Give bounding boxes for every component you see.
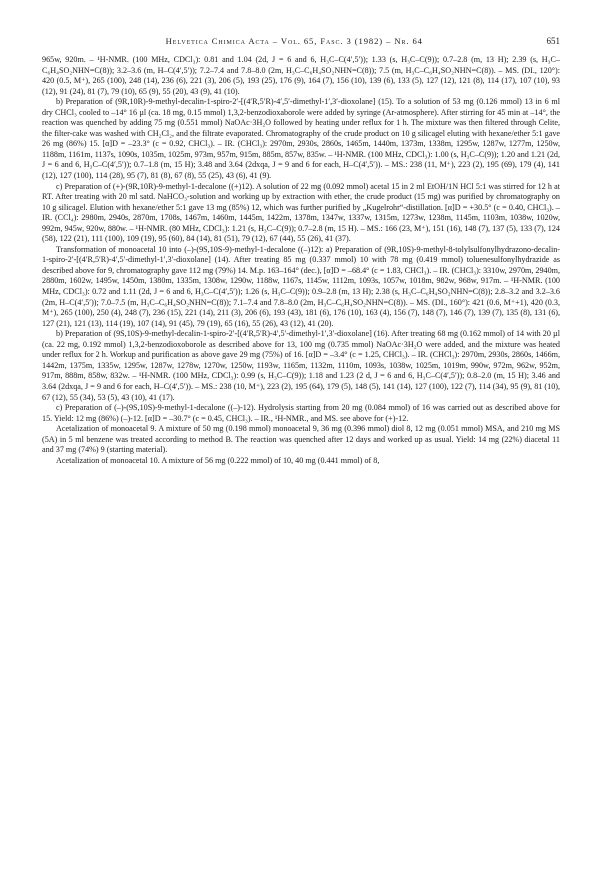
paragraph-prep-minus-12: c) Preparation of (–)-(9S,10S)-9-methyl-1-decalone ((–)-12). Hydrolysis starting from 20 mg (0.084 mmol) of 16 was carried out as described above for 15. Yield: 12 mg (86%) (–)-12. [α]D = –30.7° (c = 0.45, CHCl₃). – IR., ¹H-NMR., and MS. see above for (+)-12. xyxy=(42,403,560,423)
page-number: 651 xyxy=(546,36,560,46)
journal-title: Helvetica Chimica Acta – Vol. 65, Fasc. 3 (1982) – Nr. 64 xyxy=(165,36,423,46)
paragraph-ir-continuation: 965w, 920m. – ¹H-NMR. (100 MHz, CDCl₃): 0.81 and 1.04 (2d, J = 6 and 6, H₃C–C(4′,5′)); 1.33 (s, H₃C–C(9)); 0.7–2.8 (m, 13 H); 2.39 (s, H₃C–C₆H₄SO₂NHN=C(8)); 3.2–3.6 (m, H–C(4′,5′)); 7.2–7.4 and 7.8–8.0 (2m, H₃C–C₆H₄SO₂NHN=C(8)); 7.5 (m, H₃C–C₆H₄SO₂NHN=C(8)). – MS. (DI., 120°): 420 (0.5, M⁺), 265 (100), 248 (14), 236 (6), 221 (3), 206 (5), 193 (25), 176 (9), 164 (7), 156 (10), 139 (6), 133 (5), 127 (12), 121 (8), 114 (17), 107 (10), 93 (12), 91 (24), 81 (7), 79 (10), 65 (9), 55 (20), 43 (9), 41 (10). xyxy=(42,55,560,96)
paragraph-acetalization-10: Acetalization of monoacetal 10. A mixture of 56 mg (0.222 mmol) of 10, 40 mg (0.441 mmol) of 8, xyxy=(56,455,380,465)
paragraph-transformation-10: Transformation of monoacetal 10 into (–)-(9S,10S-9)-methyl-1-decalone ((–)12): a) Preparation of (9R,10S)-9-methyl-8-tolylsulfonylhydrazono-decalin-1-spiro-2′-[(4′R,5′R)-4′,5′-dimethyl-1′,3′-dioxolane] (14). After treating 85 mg (0.337 mmol) 10 with 78 mg (0.419 mmol) toluenesulfonylhydrazide as described above for 9, chromatography gave 112 mg (79%) 14. M.p. 163–164° (dec.), [α]D = –68.4° (c = 1.83, CHCl₃). – IR. (CHCl₃): 3310w, 2970m, 2940m, 2880m, 1602w, 1495w, 1450m, 1380m, 1335m, 1308w, 1290w, 1188w, 1167s, 1145w, 1112m, 1093s, 1057w, 1018m, 982w, 968w, 917m. – ¹H-NMR. (100 MHz, CDCl₃): 0.72 and 1.11 (2d, J = 6 and 6, H₃C–C(4′,5′)); 1.26 (s, H₃C–C(9)); 0.9–2.8 (m, 13 H); 2.38 (s, H₃C–C₆H₄SO₂NHN=C(8)); 2.8–3.2 and 3.2–3.6 (2m, H–C(4′,5′)); 7.0–7.5 (m, H₃C–C₆H₄SO₂NHN=C(8)); 7.1–7.4 and 7.8–8.0 (2m, H₃C–C₆H₄SO₂NHN=C(8)). – MS. (DI., 160°): 421 (0.6, M⁺+1), 420 (0.3, M⁺), 265 (100), 250 (4), 248 (7), 236 (15), 221 (14), 211 (3), 206 (6), 193 (43), 181 (6), 176 (10), 163 (4), 156 (7), 148 (7), 146 (7), 139 (7), 135 (8), 131 (6), 127 (21), 121 (13), 114 (19), 107 (14), 91 (45), 79 (19), 65 (16), 55 (26), 43 (12), 41 (20). xyxy=(42,244,560,328)
paragraph-prep-plus-12: c) Preparation of (+)-(9R,10R)-9-methyl-1-decalone ((+)12). A solution of 22 mg (0.092 mmol) acetal 15 in 2 ml EtOH/1N HCl 5:1 was stirred for 12 h at RT. After treating with 20 ml satd. NaHCO₃-solution and working up by extraction with ether, the crude product (15 mg) was purified by chromatography on 10 g silicagel. Elution with hexane/ether 5:1 gave 13 mg (85%) 12, which was further purified by „Kugelrohr“-distillation. [α]D = +30.5° (c = 0.40, CHCl₃). – IR. (CCl₄): 2980m, 2940s, 2870m, 1708s, 1467m, 1460m, 1445m, 1422m, 1378m, 1347w, 1337w, 1315m, 1273w, 1238m, 1145m, 1103m, 1038w, 1020w, 992m, 945w, 920w, 880w. – ¹H-NMR. (80 MHz, CDCl₃): 1.21 (s, H₃C–C(9)); 0.7–2.8 (m, 15 H). – MS.: 166 (23, M⁺), 151 (16), 148 (7), 137 (5), 133 (7), 124 (58), 122 (21), 111 (100), 109 (19), 95 (60), 84 (14), 81 (51), 79 (12), 67 (44), 55 (26), 41 (37). xyxy=(42,181,560,244)
paragraph-prep-16: b) Preparation of (9S,10S)-9-methyl-decalin-1-spiro-2′-[(4′R,5′R)-4′,5′-dimethyl-1′,3′-dioxolane] (16). After treating 68 mg (0.162 mmol) of 14 with 20 µl (ca. 22 mg, 0.192 mmol) 1,3,2-benzodioxoborole as described above for 13, 100 mg (0.735 mmol) NaOAc·3H₂O were added, and the mixture was heated under reflux for 2 h. Workup and purification as above gave 29 mg (75%) of 16. [α]D = –3.4° (c = 1.25, CHCl₃). – IR. (CHCl₃): 2970m, 2930s, 2860s, 1466m, 1442m, 1375m, 1335w, 1295w, 1287w, 1278w, 1270w, 1250w, 1193w, 1165m, 1132m, 1110m, 1093s, 1038w, 1025m, 1019m, 990w, 972m, 962w, 952m, 917m, 888m, 858w, 832w. – ¹H-NMR. (100 MHz, CDCl₃): 0.99 (s, H₃C–C(9)); 1.18 and 1.23 (2 d, J = 6 and 6, H₃C–C(4′,5′)); 0.8–2.0 (m, 15 H); 3.46 and 3.64 (2dxqa, J = 9 and 6 for each, H–C(4′,5′)). – MS.: 238 (10, M⁺), 223 (2), 195 (64), 179 (5), 148 (5), 141 (14), 127 (100), 122 (7), 114 (34), 95 (9), 81 (10), 67 (12), 55 (34), 53 (5), 43 (10), 41 (17). xyxy=(42,329,560,402)
paragraph-acetalization-9: Acetalization of monoacetal 9. A mixture of 50 mg (0.198 mmol) monoacetal 9, 36 mg (0.396 mmol) diol 8, 12 mg (0.051 mmol) MSA, and 210 mg MS (5A) in 5 ml benzene was treated according to method B. The reaction was quenched after 12 days and worked up as usual. Yield: 14 mg (22%) diacetal 11 and 37 mg (74%) 9 (starting material). xyxy=(42,424,560,455)
paragraph-prep-15: b) Preparation of (9R,10R)-9-methyl-decalin-1-spiro-2′-[(4′R,5′R)-4′,5′-dimethyl-1′,3′-dioxolane] (15). To a solution of 53 mg (0.126 mmol) 13 in 6 ml dry CHCl₃ cooled to –14° 16 µl (ca. 18 mg, 0.15 mmol) 1,3,2-benzodioxaborole were added by syringe (Ar-atmosphere). After stirring for 45 min at –14°, the reaction was quenched by adding 75 mg (0.551 mmol) NaOAc·3H₂O followed by heating under reflux for 1 h. The mixture was then filtered through Celite, the filter-cake was washed with CH₂Cl₂, and the filtrate evaporated. Chromatography of the crude product on 10 g silicagel eluting with hexane/ether 5:1 gave 26 mg (86%) 15. [α]D = –23.3° (c = 0.92, CHCl₃). – IR. (CHCl₃): 2970m, 2930s, 2860s, 1465m, 1440m, 1373m, 1338m, 1295w, 1287w, 1277m, 1250w, 1188m, 1161m, 1137s, 1090s, 1035m, 1025m, 973m, 957m, 915m, 885m, 857w, 835w. – ¹H-NMR. (100 MHz, CDCl₃): 1.00 (s, H₃C–C(9)); 1.20 and 1.21 (2d, J = 6 and 6, H₃C–C(4′,5′)); 0.7–1.8 (m, 15 H); 3.48 and 3.64 (2dxqa, J = 9 and 6 for each, H–C(4′,5′)). – MS.: 238 (11, M⁺), 223 (2), 195 (69), 179 (4), 141 (12), 127 (100), 114 (28), 95 (7), 81 (8), 67 (8), 55 (25), 43 (6), 41 (9). xyxy=(42,97,560,181)
article-body xyxy=(42,55,560,466)
running-header xyxy=(42,36,560,46)
